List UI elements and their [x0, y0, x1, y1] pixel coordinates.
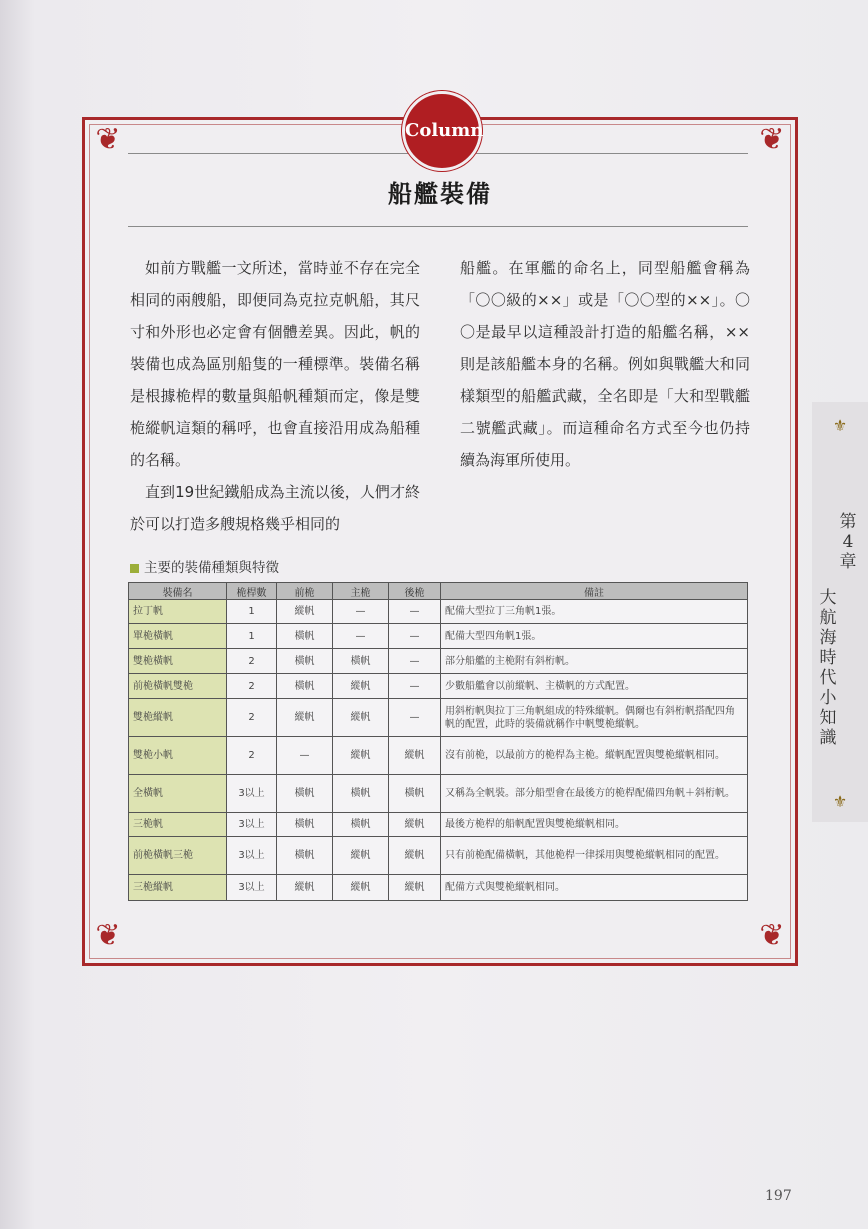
- cell-mainmast: 橫帆: [333, 813, 389, 837]
- cell-mizzenmast: —: [389, 600, 441, 624]
- table-caption-text: 主要的裝備種類與特徵: [144, 560, 279, 576]
- header-foremast: 前桅: [277, 583, 333, 600]
- table-row: [129, 837, 748, 875]
- cell-mast-count: 2: [227, 737, 277, 775]
- header-rule-bottom: [128, 226, 748, 227]
- cell-name: 前桅橫帆雙桅: [129, 674, 227, 699]
- cell-foremast: 橫帆: [277, 649, 333, 674]
- cell-mizzenmast: 縱帆: [389, 837, 441, 875]
- cell-name: 雙桅縱帆: [129, 699, 227, 737]
- table-caption: [130, 556, 279, 576]
- cell-mainmast: 縱帆: [333, 837, 389, 875]
- tab-ornament-bottom-icon: ⚜: [832, 792, 848, 811]
- equipment-table: [128, 582, 748, 901]
- cell-mast-count: 1: [227, 624, 277, 649]
- cell-mast-count: 3以上: [227, 775, 277, 813]
- bullet-square-icon: [130, 564, 139, 573]
- header-name: 裝備名: [129, 583, 227, 600]
- cell-mast-count: 1: [227, 600, 277, 624]
- cell-name: 雙桅橫帆: [129, 649, 227, 674]
- cell-remarks: 部分船艦的主桅附有斜桁帆。: [441, 649, 748, 674]
- cell-mast-count: 2: [227, 649, 277, 674]
- page-number: 197: [765, 1188, 792, 1204]
- tab-ornament-top-icon: ⚜: [832, 416, 848, 435]
- cell-mizzenmast: 縱帆: [389, 813, 441, 837]
- table-header-row: [129, 583, 748, 600]
- cell-mainmast: 縱帆: [333, 699, 389, 737]
- cell-remarks: 少數船艦會以前縱帆、主橫帆的方式配置。: [441, 674, 748, 699]
- cell-foremast: 橫帆: [277, 813, 333, 837]
- cell-remarks: 沒有前桅，以最前方的桅桿為主桅。縱帆配置與雙桅縱帆相同。: [441, 737, 748, 775]
- header-mizzenmast: 後桅: [389, 583, 441, 600]
- chapter-label: 第4章: [839, 512, 857, 572]
- cell-name: 雙桅小帆: [129, 737, 227, 775]
- cell-foremast: 橫帆: [277, 775, 333, 813]
- chapter-subtitle: 大航海時代小知識: [819, 588, 837, 748]
- cell-remarks: 配備方式與雙桅縱帆相同。: [441, 875, 748, 901]
- cell-mast-count: 3以上: [227, 813, 277, 837]
- cell-mast-count: 3以上: [227, 837, 277, 875]
- cell-mizzenmast: 縱帆: [389, 875, 441, 901]
- table-row: [129, 875, 748, 901]
- cell-mainmast: 縱帆: [333, 875, 389, 901]
- header-mainmast: 主桅: [333, 583, 389, 600]
- header-remarks: 備註: [441, 583, 748, 600]
- cell-mast-count: 2: [227, 674, 277, 699]
- table-row: [129, 813, 748, 837]
- table-row: [129, 649, 748, 674]
- table-row: [129, 600, 748, 624]
- cell-remarks: 又稱為全帆裝。部分船型會在最後方的桅桿配備四角帆＋斜桁帆。: [441, 775, 748, 813]
- column-badge: Column: [402, 91, 482, 171]
- corner-ornament-top-left: ❦: [95, 122, 121, 157]
- cell-mizzenmast: —: [389, 674, 441, 699]
- cell-remarks: 只有前桅配備橫帆，其他桅桿一律採用與雙桅縱帆相同的配置。: [441, 837, 748, 875]
- left-paragraph-1: 如前方戰艦一文所述，當時並不存在完全相同的兩艘船，即便同為克拉克帆船，其尺寸和外形也必定會有個體差異。因此，帆的裝備也成為區別船隻的一種標準。裝備名稱是根據桅桿的數量與船帆種類而定，像是雙桅縱帆這類的稱呼，也會直接沿用成為船種的名稱。: [130, 259, 420, 469]
- table-row: [129, 674, 748, 699]
- cell-mast-count: 2: [227, 699, 277, 737]
- cell-mainmast: 縱帆: [333, 737, 389, 775]
- cell-mainmast: 橫帆: [333, 649, 389, 674]
- table-row: [129, 737, 748, 775]
- header-mast-count: 桅桿數: [227, 583, 277, 600]
- cell-foremast: 橫帆: [277, 624, 333, 649]
- page-title: 船艦裝備: [388, 179, 492, 208]
- cell-name: 全橫帆: [129, 775, 227, 813]
- corner-ornament-bottom-left: ❦: [95, 918, 121, 953]
- corner-ornament-bottom-right: ❦: [759, 918, 785, 953]
- cell-remarks: 用斜桁帆與拉丁三角帆組成的特殊縱帆。偶爾也有斜桁帆搭配四角帆的配置，此時的裝備就稱作中帆雙桅縱帆。: [441, 699, 748, 737]
- cell-foremast: 縱帆: [277, 875, 333, 901]
- corner-ornament-top-right: ❦: [759, 122, 785, 157]
- cell-mainmast: —: [333, 624, 389, 649]
- cell-mainmast: 縱帆: [333, 674, 389, 699]
- table-row: [129, 624, 748, 649]
- left-paragraph-2: 直到19世紀鐵船成為主流以後，人們才終於可以打造多艘規格幾乎相同的: [130, 483, 420, 533]
- cell-foremast: 橫帆: [277, 837, 333, 875]
- cell-name: 拉丁帆: [129, 600, 227, 624]
- cell-remarks: 最後方桅桿的船帆配置與雙桅縱帆相同。: [441, 813, 748, 837]
- cell-mainmast: 橫帆: [333, 775, 389, 813]
- table-row: [129, 775, 748, 813]
- cell-foremast: 橫帆: [277, 674, 333, 699]
- right-paragraph: 船艦。在軍艦的命名上，同型船艦會稱為「〇〇級的××」或是「〇〇型的××」。〇〇是最早以這種設計打造的船艦名稱，××則是該船艦本身的名稱。例如與戰艦大和同樣類型的船艦武藏，全名即是「大和型戰艦二號艦武藏」。而這種命名方式至今也仍持續為海軍所使用。: [460, 259, 750, 469]
- cell-remarks: 配備大型四角帆1張。: [441, 624, 748, 649]
- cell-mizzenmast: —: [389, 699, 441, 737]
- cell-name: 三桅縱帆: [129, 875, 227, 901]
- cell-remarks: 配備大型拉丁三角帆1張。: [441, 600, 748, 624]
- cell-name: 前桅橫帆三桅: [129, 837, 227, 875]
- cell-mainmast: —: [333, 600, 389, 624]
- cell-mizzenmast: 橫帆: [389, 775, 441, 813]
- cell-mast-count: 3以上: [227, 875, 277, 901]
- chapter-side-tab: [812, 402, 868, 822]
- cell-name: 三桅帆: [129, 813, 227, 837]
- cell-mizzenmast: 縱帆: [389, 737, 441, 775]
- cell-foremast: —: [277, 737, 333, 775]
- left-column: [130, 252, 420, 540]
- right-column: [460, 252, 750, 476]
- table-row: [129, 699, 748, 737]
- cell-mizzenmast: —: [389, 649, 441, 674]
- cell-name: 單桅橫帆: [129, 624, 227, 649]
- cell-mizzenmast: —: [389, 624, 441, 649]
- cell-foremast: 縱帆: [277, 699, 333, 737]
- cell-foremast: 縱帆: [277, 600, 333, 624]
